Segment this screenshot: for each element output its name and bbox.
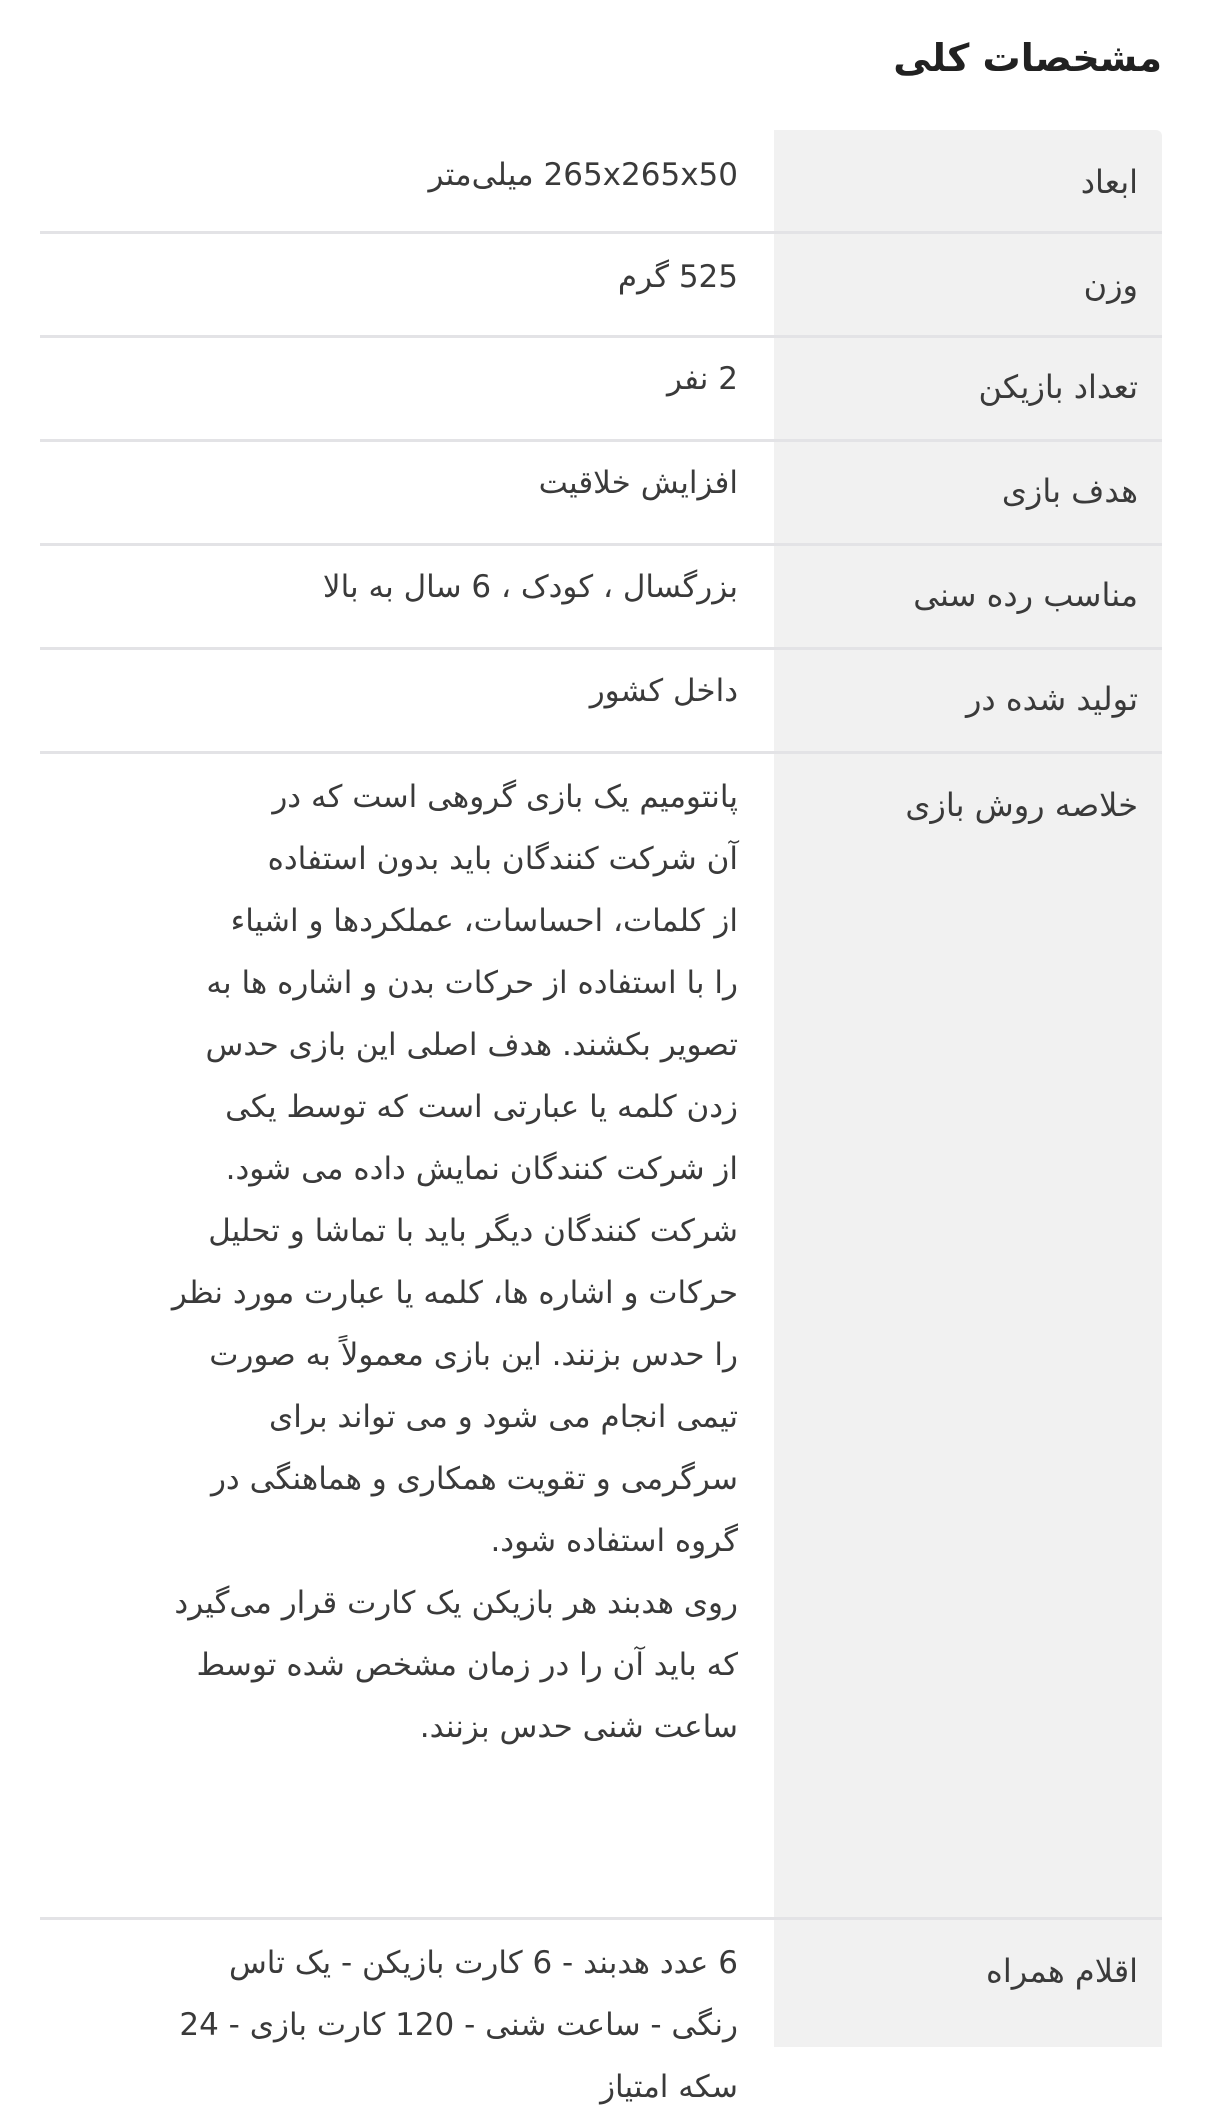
text-line: که باید آن را در زمان مشخص شده توسط [196,1647,738,1683]
spec-value: بزرگسال ، کودک ، 6 سال به بالا [322,569,738,605]
text-line: گروه استفاده شود. [490,1523,738,1559]
spec-value: 2 نفر [666,361,738,397]
spec-row-included-items [40,1920,1162,2105]
section-title: مشخصات کلی [893,36,1162,80]
specs-table [40,130,1162,2105]
text-line: را با استفاده از حرکات بدن و اشاره ها به [206,965,738,1001]
spec-value-paragraph [78,766,738,1758]
spec-value-paragraph [78,1932,738,2118]
spec-key: اقلام همراه [986,1952,1138,1990]
text-line: آن شرکت کنندگان باید بدون استفاده [267,841,738,877]
spec-row-how-to-play [40,754,1162,1920]
text-line: شرکت کنندگان دیگر باید با تماشا و تحلیل [208,1213,738,1249]
text-line: زدن کلمه یا عبارتی است که توسط یکی [225,1089,738,1125]
spec-key: ابعاد [1080,163,1138,201]
text-line: 6 عدد هدبند - 6 کارت بازیکن - یک تاس [228,1945,738,1981]
spec-value: 525 گرم [617,259,738,295]
spec-key: خلاصه روش بازی [905,786,1138,824]
spec-value: 265x265x50 میلی‌متر [428,157,738,193]
text-line: از کلمات، احساسات، عملکردها و اشیاء [230,903,738,939]
text-line: حرکات و اشاره ها، کلمه یا عبارت مورد نظر [171,1275,738,1311]
text-line: سرگرمی و تقویت همکاری و هماهنگی در [210,1461,738,1497]
spec-row-dimensions [40,130,1162,234]
text-line: پانتومیم یک بازی گروهی است که در [272,779,738,815]
spec-row-goal [40,442,1162,546]
spec-row-weight [40,234,1162,338]
text-line: ساعت شنی حدس بزنند. [419,1709,738,1745]
spec-row-made-in [40,650,1162,754]
text-line: رنگی - ساعت شنی - 120 کارت بازی - 24 [179,2007,738,2043]
text-line: تیمی انجام می شود و می تواند برای [268,1399,738,1435]
text-line: از شرکت کنندگان نمایش داده می شود. [225,1151,738,1187]
spec-key: تعداد بازیکن [978,368,1138,406]
text-line: روی هدبند هر بازیکن یک کارت قرار می‌گیرد [174,1585,738,1621]
text-line: تصویر بکشند. هدف اصلی این بازی حدس [205,1027,738,1063]
spec-value: داخل کشور [589,673,738,709]
spec-key: هدف بازی [1001,472,1138,510]
spec-key: وزن [1083,266,1138,304]
spec-key: مناسب رده سنی [913,576,1138,614]
spec-row-age [40,546,1162,650]
spec-row-players [40,338,1162,442]
spec-key: تولید شده در [965,680,1138,718]
text-line: سکه امتیاز [600,2069,738,2105]
text-line: را حدس بزنند. این بازی معمولاً به صورت [209,1337,738,1373]
spec-value: افزایش خلاقیت [538,465,738,501]
